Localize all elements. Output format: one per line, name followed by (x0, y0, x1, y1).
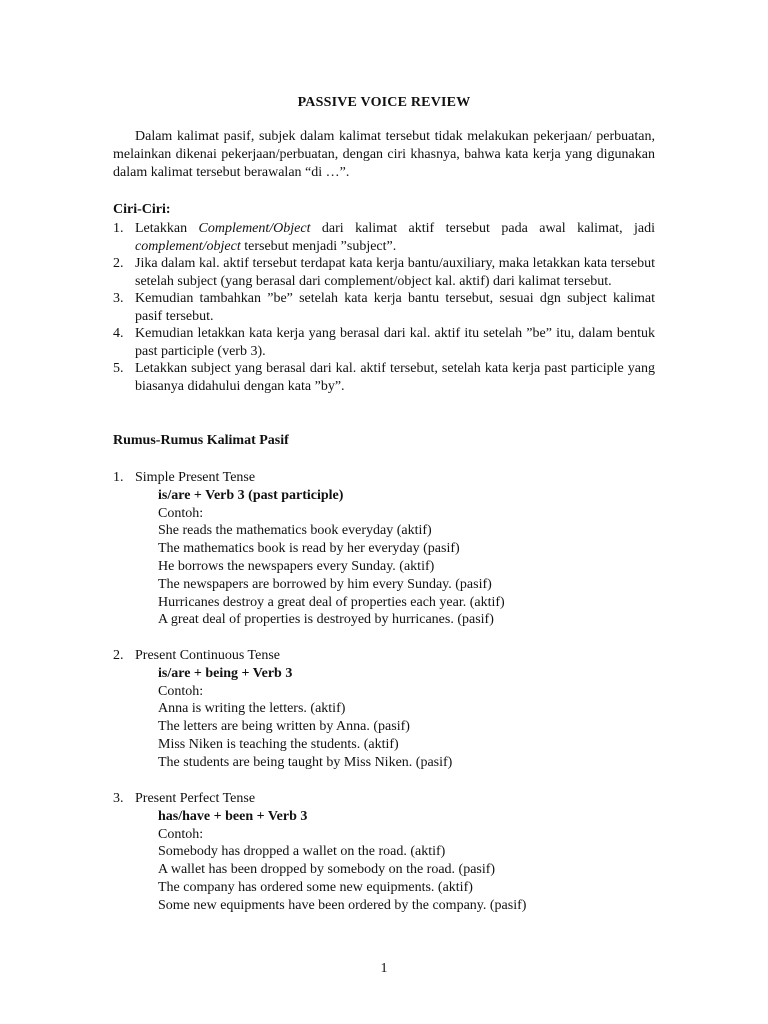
ciri-item-text: Letakkan subject yang berasal dari kal. aktif tersebut, setelah kata kerja past participle yang biasanya didahului dengan kata ”by”. (135, 361, 655, 394)
example-sentence: The mathematics book is read by her everyday (pasif) (158, 541, 460, 557)
page-number: 1 (380, 961, 388, 976)
example-sentence: Anna is writing the letters. (aktif) (158, 701, 346, 717)
ciri-item (113, 290, 655, 325)
ciri-item-number: 5. (113, 361, 124, 376)
tense-name-text: Present Perfect Tense (135, 791, 256, 806)
ciri-list (113, 220, 655, 395)
example-sentence: The company has ordered some new equipments. (aktif) (158, 879, 473, 895)
rumus-heading: Rumus-Rumus Kalimat Pasif (113, 433, 289, 448)
ciri-item-emphasis: Complement/Object (198, 221, 311, 236)
ciri-item (113, 325, 655, 360)
ciri-item-number: 4. (113, 326, 124, 341)
tense-name (113, 647, 673, 665)
tense-name (113, 469, 673, 487)
tense-name (113, 790, 673, 808)
tense-section (113, 790, 673, 915)
contoh-label: Contoh: (158, 683, 204, 699)
ciri-item-number: 1. (113, 221, 124, 236)
contoh-label: Contoh: (158, 826, 204, 842)
example-sentence: Hurricanes destroy a great deal of properties each year. (aktif) (158, 594, 505, 610)
ciri-item-text: Letakkan (135, 221, 199, 236)
tense-name-text: Simple Present Tense (135, 470, 256, 485)
ciri-item-text: tersebut menjadi ”subject”. (240, 238, 397, 254)
tense-number: 3. (113, 791, 124, 806)
tense-section (113, 469, 673, 629)
example-sentence: Somebody has dropped a wallet on the road. (aktif) (158, 844, 446, 860)
document-title: PASSIVE VOICE REVIEW (297, 95, 471, 110)
ciri-item-number: 3. (113, 291, 124, 306)
example-sentence: He borrows the newspapers every Sunday. (aktif) (158, 558, 435, 574)
tense-number: 1. (113, 470, 124, 485)
ciri-item-text: Kemudian tambahkan ”be” setelah kata kerja bantu tersebut, sesuai dgn subject kalimat pasif tersebut. (135, 291, 655, 324)
tense-section (113, 647, 673, 772)
tense-name-text: Present Continuous Tense (135, 648, 280, 663)
ciri-item (113, 255, 655, 290)
tense-formula: is/are + being + Verb 3 (158, 665, 293, 681)
ciri-item-number: 2. (113, 256, 124, 271)
example-sentence: Some new equipments have been ordered by the company. (pasif) (158, 897, 527, 913)
ciri-item (113, 360, 655, 395)
ciri-heading: Ciri-Ciri: (113, 202, 171, 217)
example-sentence: She reads the mathematics book everyday (aktif) (158, 523, 432, 539)
intro-paragraph: Dalam kalimat pasif, subjek dalam kalimat tersebut tidak melakukan pekerjaan/ perbuatan, melainkan dikenai pekerjaan/perbuatan, dengan ciri khasnya, bahwa kata kerja yang digunakan dalam kalimat tersebut berawalan “di …”. (113, 129, 655, 180)
example-sentence: Miss Niken is teaching the students. (aktif) (158, 736, 399, 752)
example-sentence: The newspapers are borrowed by him every Sunday. (pasif) (158, 576, 492, 592)
example-sentence: The letters are being written by Anna. (pasif) (158, 719, 410, 735)
ciri-item-text: Jika dalam kal. aktif tersebut terdapat kata kerja bantu/auxiliary, maka letakkan kata tersebut setelah subject (yang berasal dari complement/object kal. aktif) dari kalimat tersebut. (135, 256, 655, 289)
ciri-item-text: dari kalimat aktif tersebut pada awal kalimat, jadi (310, 221, 655, 236)
tense-formula: is/are + Verb 3 (past participle) (158, 487, 344, 503)
ciri-item-emphasis: complement/object (135, 238, 241, 254)
example-sentence: The students are being taught by Miss Niken. (pasif) (158, 754, 453, 770)
example-sentence: A great deal of properties is destroyed by hurricanes. (pasif) (158, 612, 494, 628)
tense-formula: has/have + been + Verb 3 (158, 808, 308, 824)
tense-number: 2. (113, 648, 124, 663)
contoh-label: Contoh: (158, 505, 204, 521)
ciri-item (113, 220, 655, 255)
example-sentence: A wallet has been dropped by somebody on the road. (pasif) (158, 862, 496, 878)
ciri-item-text: Kemudian letakkan kata kerja yang berasal dari kal. aktif itu setelah ”be” itu, dalam bentuk past participle (verb 3). (135, 326, 655, 359)
